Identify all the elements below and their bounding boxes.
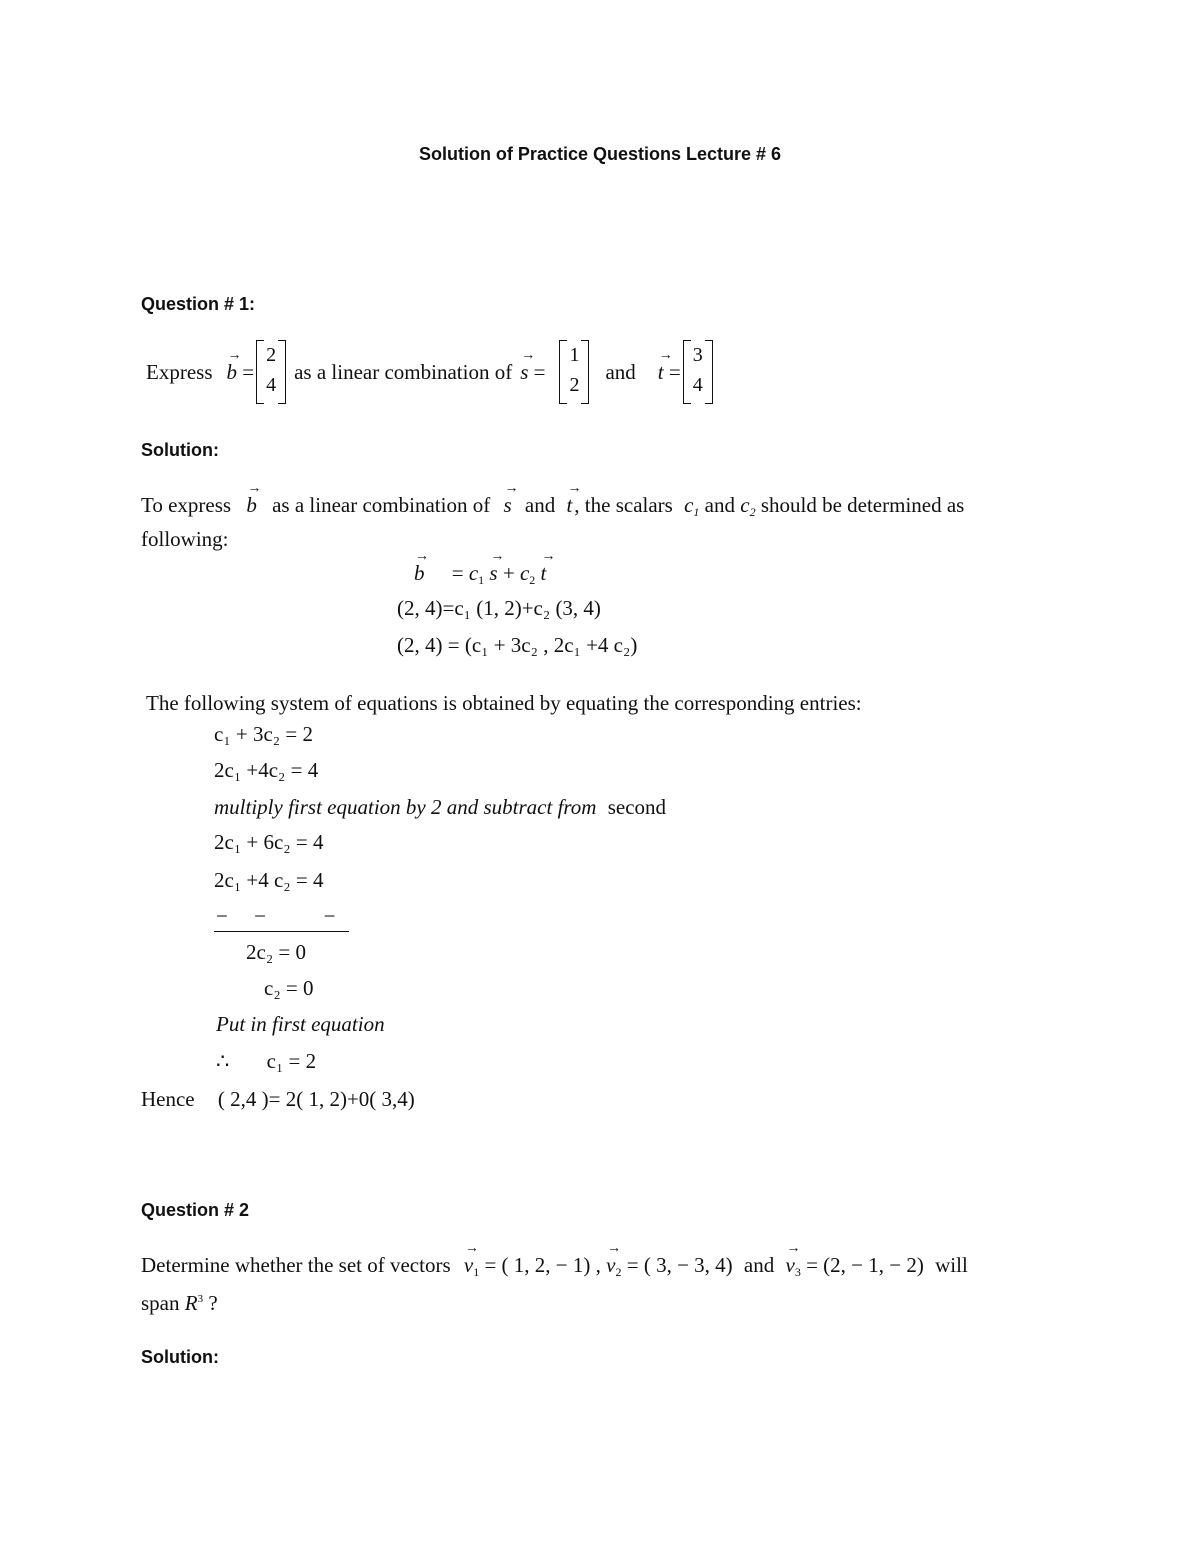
question-1-statement: Express → b = 2 4 as a linear combination of → s = 1 2 and → t = 3 4 [146,340,715,404]
system-intro: The following system of equations is obtained by equating the corresponding entries: [146,691,862,715]
b-matrix: 2 4 [260,340,282,404]
s-vector-symbol: → s [520,360,528,385]
system-eq-5: 2c₂ = 0 [246,940,306,964]
solution-intro-cont: following: [141,527,229,551]
express-label: Express [146,359,213,384]
question-2-heading: Question # 2 [141,1200,250,1220]
t-vector-symbol: → t [658,360,664,385]
put-in-first: Put in first equation [216,1012,385,1036]
and-label: and [605,359,636,384]
s-matrix: 1 2 [563,340,585,404]
t-matrix: 3 4 [687,340,709,404]
system-eq-4: 2c₁ +4 c₂ = 4 [214,868,324,892]
solution-1-heading: Solution: [141,440,219,460]
solution-intro: To express → b as a linear combination of → s and → t, the scalars $c_1$ and $c_2$ should be determined as [141,493,964,520]
solution-2-heading: Solution: [141,1347,219,1367]
equation-components: (2, 4) = (c₁ + 3c₂ , 2c₁ +4 c₂) [397,633,638,657]
therefore-line: ∴ c₁ = 2 [216,1049,317,1073]
as-combo-label: as a linear combination of [294,359,513,384]
question-2-statement: Determine whether the set of vectors → $v_1$ = ( 1, 2, − 1) , → $v_2$ = ( 3, − 3, 4) and → $v_3 = (2$, − 1, − 2) will [141,1253,968,1280]
question-2-statement-cont: span $R^3$ ? [141,1291,218,1315]
system-eq-6: c₂ = 0 [264,976,314,1000]
page-title: Solution of Practice Questions Lecture # 6 [418,144,782,164]
step-multiply: multiply first equation by 2 and subtract from second [214,795,667,819]
subtract-signs: − − − [216,904,336,928]
system-eq-3: 2c₁ + 6c₂ = 4 [214,830,324,854]
therefore-symbol: ∴ [216,1049,230,1073]
system-eq-2: 2c₁ +4c₂ = 4 [214,758,319,782]
b-vector-symbol: → b [227,360,238,385]
system-eq-1: c₁ + 3c₂ = 2 [214,722,313,746]
equation-expanded: (2, 4)=c₁ (1, 2)+c₂ (3, 4) [397,596,601,620]
equation-b-combination: → $b = c_1 \to s + c_2 \to t$ [414,561,546,588]
subtraction-rule [214,931,349,932]
hence-line: Hence ( 2,4 )= 2( 1, 2)+0( 3,4) [141,1087,415,1111]
question-1-heading: Question # 1: [141,294,256,314]
